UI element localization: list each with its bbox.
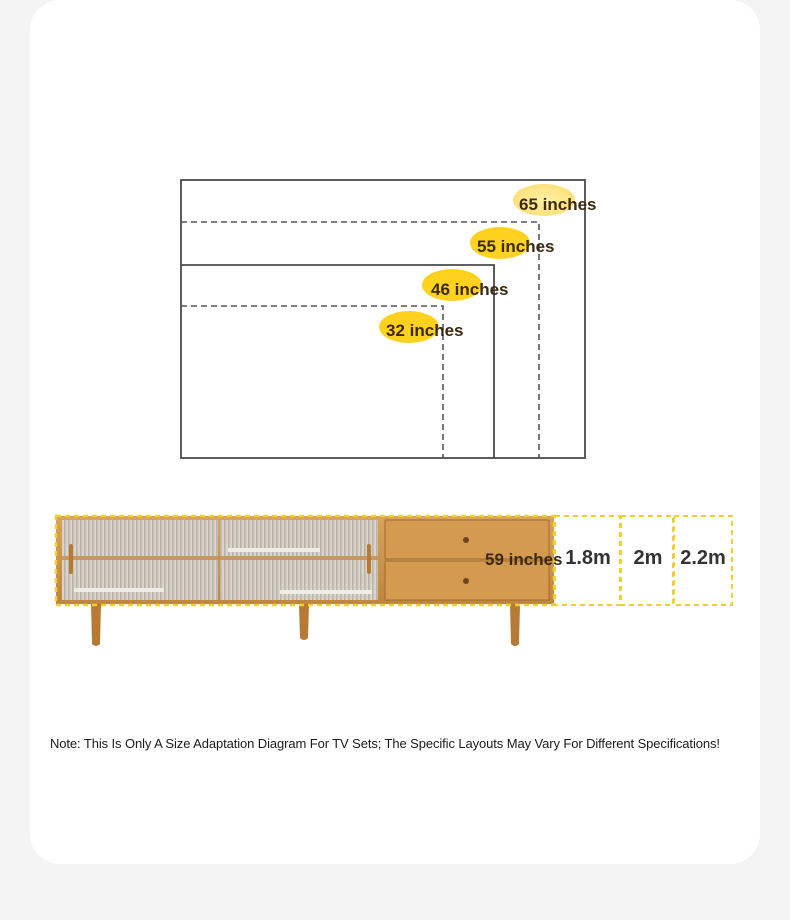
size-note: Note: This Is Only A Size Adaptation Diagram For TV Sets; The Specific Layouts May Vary For Different Specifications!	[50, 736, 720, 751]
width-label-1-8m: 1.8m	[565, 547, 611, 569]
cabinet-size-label: 59 inches	[485, 550, 563, 569]
door-handle-left	[69, 544, 73, 574]
cabinet-leg-middle	[299, 604, 309, 640]
tv-outline-55	[181, 222, 539, 458]
width-label-2-2m: 2.2m	[680, 547, 726, 569]
cabinet-leg-right	[510, 604, 520, 646]
size-label-55: 55 inches	[477, 237, 555, 256]
size-label-65: 65 inches	[519, 195, 597, 214]
tv-cabinet	[56, 516, 554, 646]
width-label-2m: 2m	[633, 547, 663, 569]
size-label-46: 46 inches	[431, 280, 509, 299]
door-handle-right	[367, 544, 371, 574]
drawer-knob-bottom	[463, 578, 469, 584]
drawer-knob-top	[463, 537, 469, 543]
cabinet-leg-left	[91, 604, 101, 646]
size-label-32: 32 inches	[386, 321, 464, 340]
